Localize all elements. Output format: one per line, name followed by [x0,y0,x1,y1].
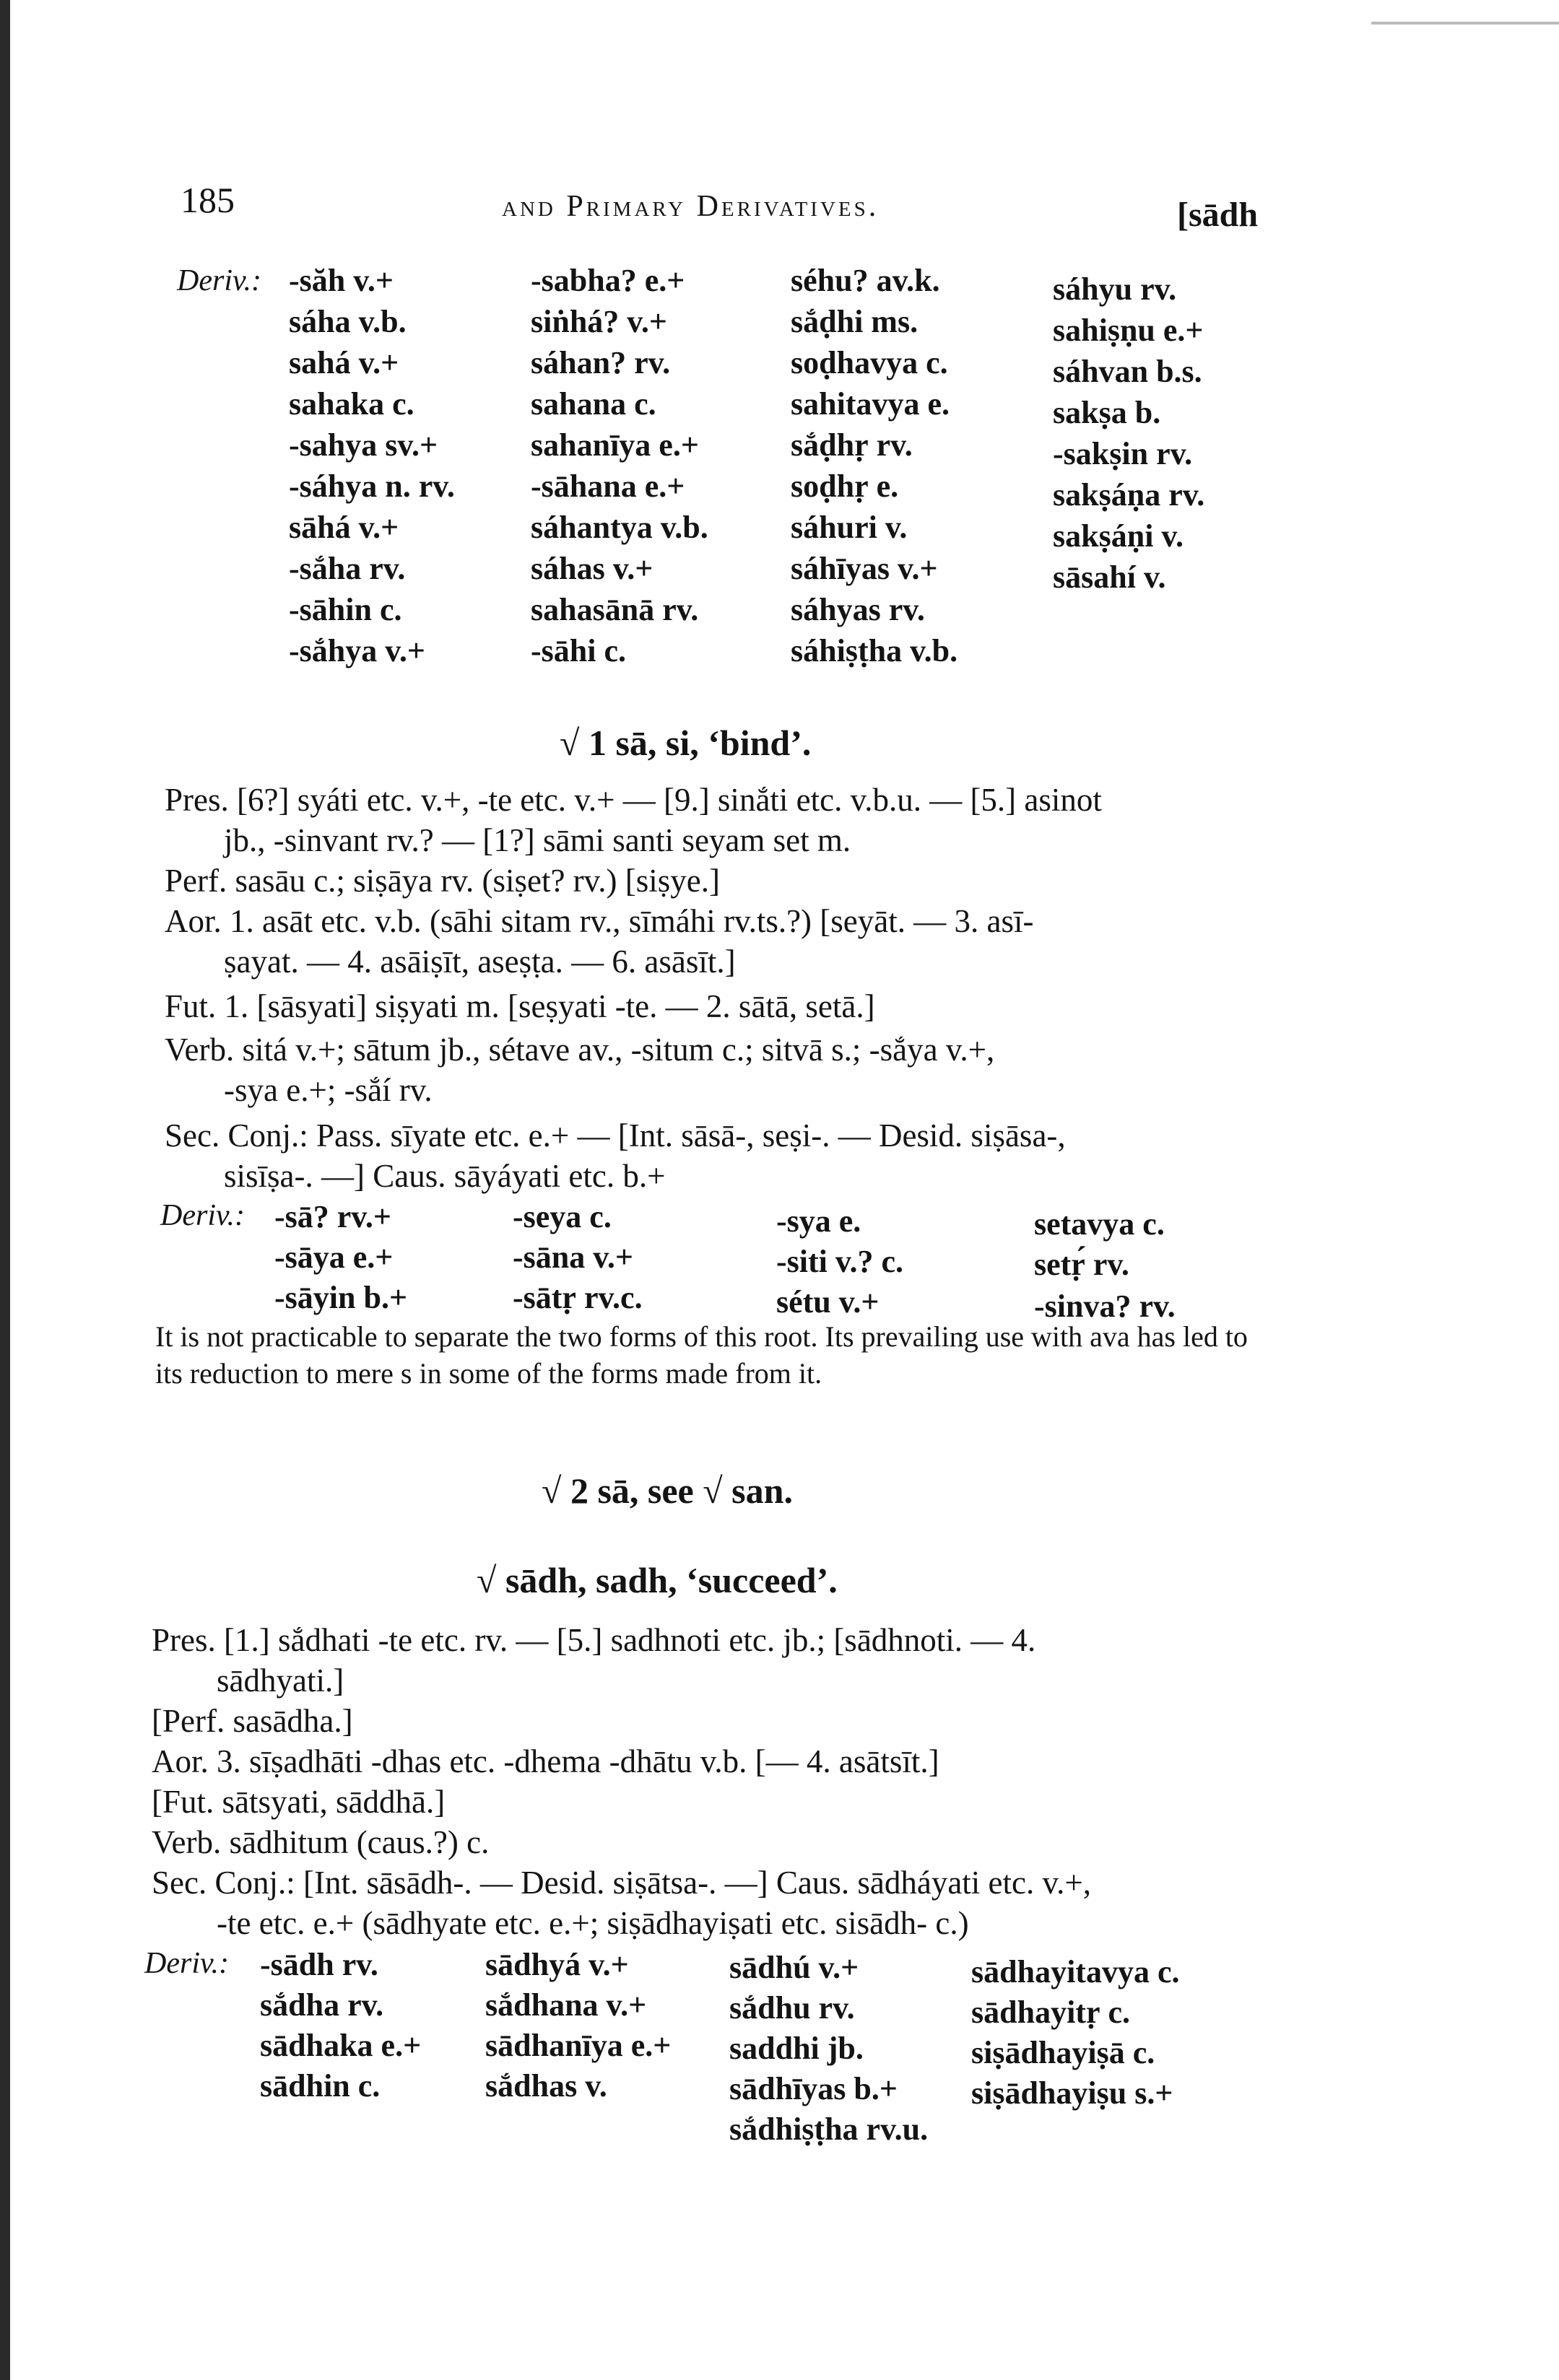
verb-line-1: Verb. sitá v.+; sātum jb., sétave av., -situm c.; sitvā s.; -sắya v.+, [165,1032,995,1068]
deriv-entry: -sādh rv. [260,1947,378,1982]
aor-line-1: Aor. 1. asāt etc. v.b. (sāhi sitam rv., sīmáhi rv.ts.?) [seyāt. — 3. asī- [165,903,1034,939]
deriv-entry: siṣādhayiṣā c. [971,2035,1155,2070]
deriv-entry: -sabha? e.+ [531,263,685,298]
deriv-entry: sáhas v.+ [531,551,653,586]
deriv-entry: -sahya sv.+ [289,427,438,463]
deriv-entry: -săh v.+ [289,263,394,298]
deriv-entry: -sắhya v.+ [289,633,425,668]
deriv-entry: sādhayitṛ c. [971,1995,1130,2030]
deriv-entry: sakṣa b. [1053,395,1161,430]
sec-conj-line-2: -te etc. e.+ (sādhyate etc. e.+; siṣādhayiṣati etc. sisādh- c.) [217,1905,969,1941]
deriv-entry: sahá v.+ [289,345,399,380]
deriv-entry: sắḍhṛ rv. [791,427,913,463]
deriv-entry: sahaka c. [289,386,414,422]
deriv-entry: sādhaka e.+ [260,2028,422,2063]
deriv-entry: -sāhin c. [289,592,402,627]
deriv-entry: setavya c. [1034,1206,1165,1242]
deriv-entry: sáhiṣṭha v.b. [791,633,958,668]
pres-line-2: jb., -sinvant rv.? — [1?] sāmi santi seyam set m. [224,822,851,858]
deriv-entry: sắdha rv. [260,1987,384,2023]
sec-conj-line-1: Sec. Conj.: Pass. sīyate etc. e.+ — [Int. sāsā-, seṣi-. — Desid. siṣāsa-, [165,1117,1066,1154]
section-heading-sa-2: √ 2 sā, see √ san. [542,1470,793,1511]
note-paragraph: It is not practicable to separate the two forms of this root. Its prevailing use with ava has led to its reduction to mere s in some of the forms made from it. [155,1320,1248,1390]
verb-line-2: -sya e.+; -sắí rv. [224,1072,433,1108]
deriv-entry: sahiṣṇu e.+ [1053,313,1204,348]
deriv-entry: -sắha rv. [289,551,406,586]
pres-line-1: Pres. [1.] sắdhati -te etc. rv. — [5.] sadhnoti etc. jb.; [sādhnoti. — 4. [152,1622,1036,1658]
deriv-entry: -sāhi c. [531,633,626,668]
deriv-entry: sắdhiṣṭha rv.u. [729,2111,929,2147]
deriv-entry: sétu v.+ [776,1284,880,1320]
deriv-entry: siṅhá? v.+ [531,304,667,339]
deriv-entry: saddhi jb. [729,2031,864,2066]
deriv-entry: -sāya e.+ [274,1239,394,1275]
deriv-label: Deriv.: [144,1947,229,1980]
running-title: and Primary Derivatives. [502,190,880,223]
deriv-entry: sādhyá v.+ [485,1947,629,1982]
deriv-entry: sādhú v.+ [729,1950,859,1985]
sec-conj-line-1: Sec. Conj.: [Int. sāsādh-. — Desid. siṣātsa-. —] Caus. sādháyati etc. v.+, [152,1865,1091,1901]
deriv-entry: sahitavya e. [791,386,950,422]
deriv-entry: sahana c. [531,386,656,422]
perf-line: Perf. sasāu c.; siṣāya rv. (siṣet? rv.) [siṣye.] [165,863,720,899]
pres-line-1: Pres. [6?] syáti etc. v.+, -te etc. v.+ — [9.] sinắti etc. v.b.u. — [5.] asinot [165,782,1102,818]
deriv-entry: -sya e. [776,1203,861,1239]
deriv-entry: sāsahí v. [1053,559,1166,595]
deriv-entry: sáhyu rv. [1053,271,1177,307]
verb-line: Verb. sādhitum (caus.?) c. [152,1824,490,1860]
aor-line: Aor. 3. sīṣadhāti -dhas etc. -dhema -dhātu v.b. [— 4. asātsīt.] [152,1743,939,1779]
deriv-entry: -sāna v.+ [513,1239,633,1275]
deriv-entry: sādhayitavya c. [971,1954,1180,1989]
section-heading-sadh: √ sādh, sadh, ‘succeed’. [477,1560,838,1600]
sec-conj-line-2: sisīṣa-. —] Caus. sāyáyati etc. b.+ [224,1158,666,1194]
deriv-entry: sáhuri v. [791,510,908,545]
scan-edge [0,0,10,2380]
pres-line-2: sādhyati.] [217,1662,344,1699]
deriv-entry: sahasānā rv. [531,592,699,627]
deriv-entry: sakṣáṇa rv. [1053,477,1205,513]
deriv-entry: sakṣáṇi v. [1053,518,1184,554]
deriv-entry: -sinva? rv. [1034,1289,1176,1324]
fut-line: [Fut. sātsyati, sāddhā.] [152,1784,446,1820]
deriv-label: Deriv.: [177,264,261,297]
deriv-entry: -sā? rv.+ [274,1199,391,1234]
deriv-entry: -sāhana e.+ [531,468,685,504]
deriv-entry: soḍhṛ e. [791,468,899,504]
deriv-entry: -sāyin b.+ [274,1280,408,1315]
deriv-entry: sắdhu rv. [729,1990,855,2026]
deriv-entry: setṛ́ rv. [1034,1247,1129,1282]
scan-artifact [1371,22,1559,25]
deriv-entry: -sātṛ rv.c. [513,1280,643,1315]
deriv-entry: sáhan? rv. [531,345,671,380]
section-heading-sa-bind: √ 1 sā, si, ‘bind’. [560,723,812,763]
page-number: 185 [181,180,235,220]
deriv-entry: sắdhas v. [485,2068,607,2104]
deriv-entry: sáhantya v.b. [531,510,708,545]
deriv-entry: soḍhavya c. [791,345,948,380]
aor-line-2: ṣayat. — 4. asāiṣīt, aseṣṭa. — 6. asāsīt.] [224,943,736,980]
perf-line: [Perf. sasādha.] [152,1703,353,1739]
deriv-entry: sādhin c. [260,2068,381,2104]
deriv-entry: sáhvan b.s. [1053,354,1202,389]
deriv-entry: séhu? av.k. [791,263,940,298]
deriv-entry: sáha v.b. [289,304,407,339]
deriv-entry: siṣādhayiṣu s.+ [971,2075,1173,2111]
deriv-entry: sāhá v.+ [289,510,399,545]
deriv-entry: sắdhana v.+ [485,1987,647,2023]
deriv-entry: sādhīyas b.+ [729,2071,898,2106]
deriv-entry: sādhanīya e.+ [485,2028,672,2063]
deriv-entry: sáhyas rv. [791,592,925,627]
deriv-entry: -seya c. [513,1199,612,1234]
deriv-entry: sáhīyas v.+ [791,551,938,586]
deriv-entry: sahanīya e.+ [531,427,699,463]
deriv-label: Deriv.: [160,1199,245,1232]
deriv-entry: -siti v.? c. [776,1244,903,1279]
running-root-word: [sādh [1177,196,1259,234]
fut-line: Fut. 1. [sāsyati] siṣyati m. [seṣyati -te. — 2. sātā, setā.] [165,988,875,1024]
deriv-entry: -sáhya n. rv. [289,468,455,504]
deriv-entry: -sakṣin rv. [1053,436,1193,471]
deriv-entry: sắḍhi ms. [791,304,919,339]
